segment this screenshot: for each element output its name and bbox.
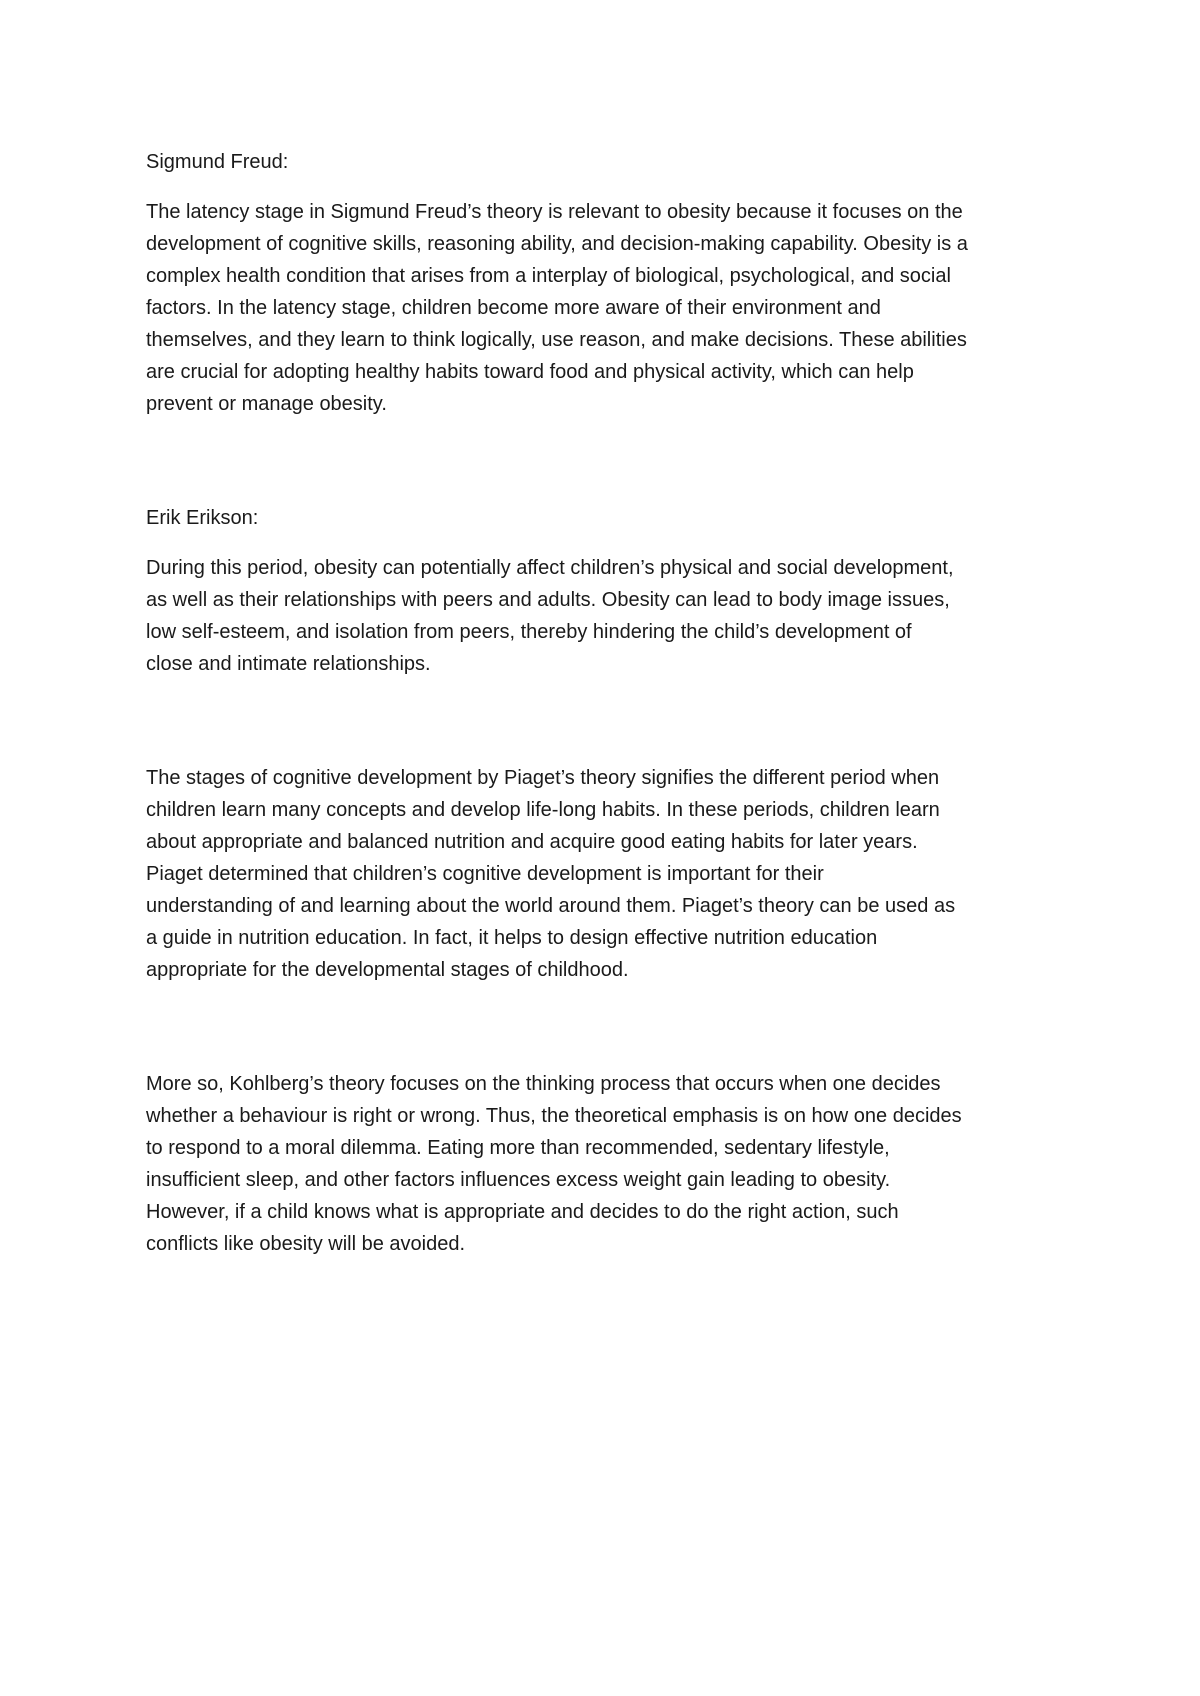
freud-paragraph: The latency stage in Sigmund Freud’s theory is relevant to obesity because it focuses on the development of cognitive skills, reasoning ability, and decision-making capability. Obesity is a complex health condition that arises from a interplay of biological, psychological, and social factors. In the latency stage, children become more aware of their environment and themselves, and they learn to think logically, use reason, and make decisions. These abilities are crucial for adopting healthy habits toward food and physical activity, which can help prevent or manage obesity. bbox=[146, 201, 968, 415]
kohlberg-paragraph: More so, Kohlberg’s theory focuses on the thinking process that occurs when one decides whether a behaviour is right or wrong. Thus, the theoretical emphasis is on how one decides to respond to a moral dilemma. Eating more than recommended, sedentary lifestyle, insufficient sleep, and other factors influences excess weight gain leading to obesity. However, if a child knows what is appropriate and decides to do the right action, such conflicts like obesity will be avoided. bbox=[146, 1073, 962, 1255]
erikson-paragraph: During this period, obesity can potentially affect children’s physical and social development, as well as their relationships with peers and adults. Obesity can lead to body image issues, low self-esteem, and isolation from peers, thereby hindering the child’s development of close and intimate relationships. bbox=[146, 557, 954, 675]
freud-heading: Sigmund Freud: bbox=[146, 151, 289, 173]
spacer bbox=[146, 420, 1066, 502]
spacer bbox=[146, 986, 1066, 1068]
piaget-paragraph: The stages of cognitive development by Piaget’s theory signifies the different period when children learn many concepts and develop life-long habits. In these periods, children learn about appropriate and balanced nutrition and acquire good eating habits for later years. Piaget determined that children’s cognitive development is important for their understanding of and learning about the world around them. Piaget’s theory can be used as a guide in nutrition education. In fact, it helps to design effective nutrition education appropriate for the developmental stages of childhood. bbox=[146, 767, 956, 981]
spacer bbox=[146, 680, 1066, 762]
erikson-heading: Erik Erikson: bbox=[146, 507, 259, 529]
document-body bbox=[146, 146, 1066, 1260]
